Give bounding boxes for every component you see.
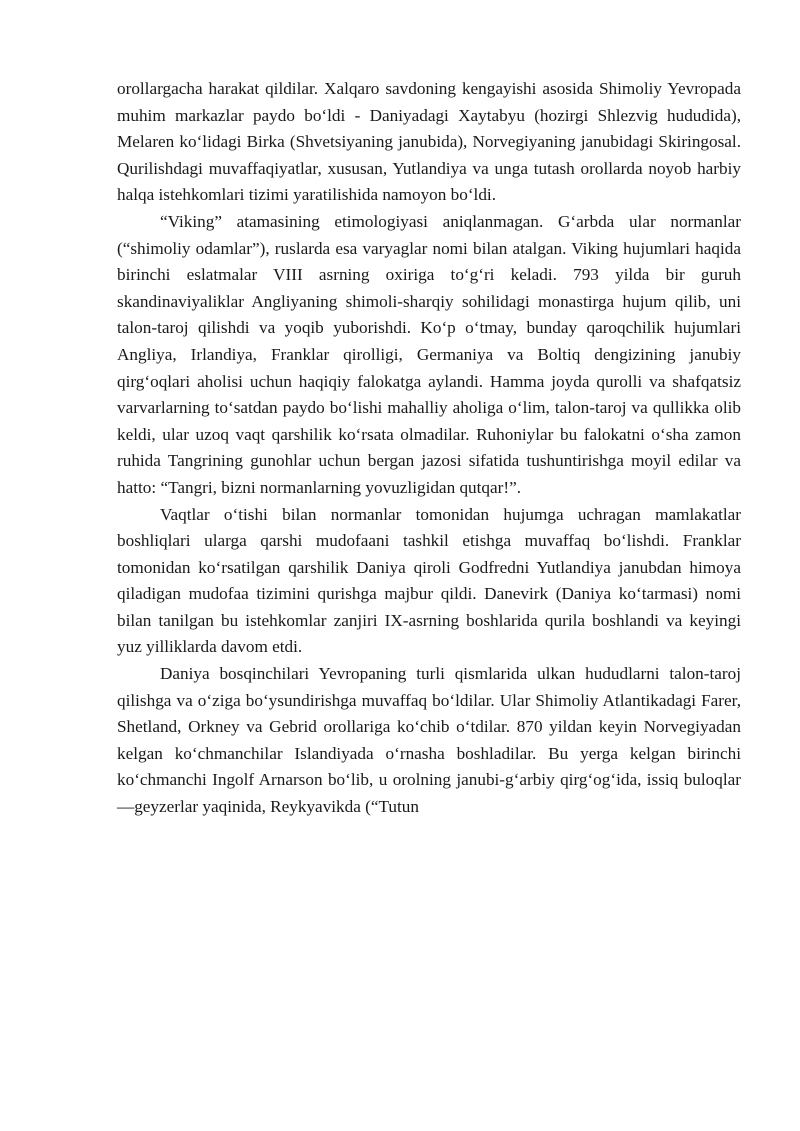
body-text: [117, 76, 741, 821]
paragraph-continuation: orollargacha harakat qildilar. Xalqaro savdoning kengayishi asosida Shimoliy Yevropada muhim markazlar paydo bo‘ldi - Daniyadagi Xaytabyu (hozirgi Shlezvig hududida), Melaren ko‘lidagi Birka (Shvetsiyaning janubida), Norvegiyaning janubidagi Skiringosal. Qurilishdagi muvaffaqiyatlar, xususan, Yutlandiya va unga tutash orollarda noyob harbiy halqa istehkomlari tizimi yaratilishida namoyon bo‘ldi.: [117, 79, 741, 205]
paragraph-viking-etymology: “Viking” atamasining etimologiyasi aniqlanmagan. G‘arbda ular normanlar (“shimoliy odamlar”), ruslarda esa varyaglar nomi bilan atalgan. Viking hujumlari haqida birinchi eslatmalar VIII asrning oxiriga to‘g‘ri keladi. 793 yilda bir guruh skandinaviyaliklar Angliyaning shimoli-sharqiy sohilidagi monastirga hujum qilib, uni talon-taroj qilishdi va yoqib yuborishdi. Ko‘p o‘tmay, bunday qaroqchilik hujumlari Angliya, Irlandiya, Franklar qirolligi, Germaniya va Boltiq dengizining janubiy qirg‘oqlari aholisi uchun haqiqiy falokatga aylandi. Hamma joyda qurolli va shafqatsiz varvarlarning to‘satdan paydo bo‘lishi mahalliy aholiga o‘lim, talon-taroj va qullikka olib keldi, ular uzoq vaqt qarshilik ko‘rsata olmadilar. Ruhoniylar bu falokatni o‘sha zamon ruhida Tangrining gunohlar uchun bergan jazosi sifatida tushuntirishga moyil edilar va hatto: “Tangri, bizni normanlarning yovuzligidan qutqar!”.: [117, 211, 741, 497]
paragraph-danish-conquests: Daniya bosqinchilari Yevropaning turli qismlarida ulkan hududlarni talon-taroj qilishga va o‘ziga bo‘ysundirishga muvaffaq bo‘ldilar. Ular Shimoliy Atlantikadagi Farer, Shetland, Orkney va Gebrid orollariga ko‘chib o‘tdilar. 870 yildan keyin Norvegiyadan kelgan ko‘chmanchilar Islandiyada o‘rnasha boshladilar. Bu yerga kelgan birinchi ko‘chmanchi Ingolf Arnarson bo‘lib, u orolning janubi-g‘arbiy qirg‘og‘ida, issiq buloqlar—geyzerlar yaqinida, Reykyavikda (“Tutun: [117, 664, 741, 817]
paragraph-defense: Vaqtlar o‘tishi bilan normanlar tomonidan hujumga uchragan mamlakatlar boshliqlari ularga qarshi mudofaani tashkil etishga muvaffaq bo‘lishdi. Franklar tomonidan ko‘rsatilgan qarshilik Daniya qiroli Godfredni Yutlandiya janubdan himoya qiladigan mudofaa tizimini qurishga majbur qildi. Danevirk (Daniya ko‘tarmasi) nomi bilan tanilgan bu istehkomlar zanjiri IX-asrning boshlarida qurila boshlandi va keyingi yuz yilliklarda davom etdi.: [117, 504, 741, 657]
